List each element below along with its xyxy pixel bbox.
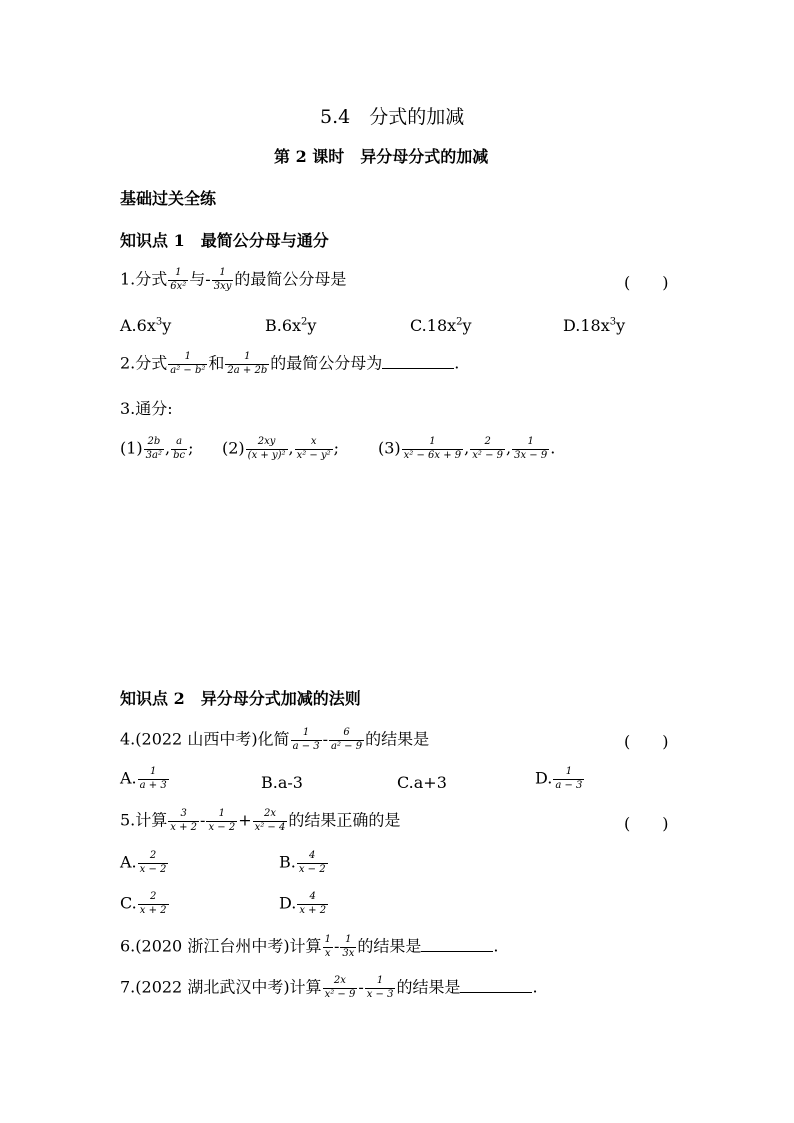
option-a[interactable]: A. $\frac{2}{x - 2}$ [120,850,167,875]
question-4: 4.(2022 山西中考)化简 $\frac{1}{a - 3}$ - $\frac{6}{\text{a² − 9}}$ 的结果是 [120,727,430,752]
fraction: $\frac{1}{\text{a² − b²}}$ [170,351,206,376]
option-d[interactable]: D. $\frac{1}{a - 3}$ [535,766,583,791]
fraction: $\frac{1}{3x - 9}$ [514,436,548,461]
fraction: $\frac{1}{x - 3}$ [366,975,394,1000]
question-5: 5.计算 $\frac{3}{x + 2}$ - $\frac{1}{x - 2}$ + $\frac{2x}{\text{x² − 4}}$ 的结果正确的是 [120,808,401,833]
question-6: 6.(2020 浙江台州中考)计算 $\frac{1}{x}$ - $\frac{1}{3x}$ 的结果是 . [120,934,499,959]
fraction: $\frac{3}{x + 2}$ [170,808,198,833]
answer-blank[interactable] [421,939,493,952]
fraction: $\frac{1}{3x}$ [342,934,355,959]
question-3-part-2: (2) $\frac{2xy}{\text{(x + y)²}}$ , $\frac{x}{\text{x² − y²}}$ ; [222,436,340,461]
fraction: $\frac{6}{\text{a² − 9}}$ [331,727,363,752]
fraction: $\frac{1}{\text{x² − 6x + 9}}$ [403,436,462,461]
fraction: $\frac{a}{bc}$ [173,436,186,461]
answer-bracket[interactable]: ( ) [624,732,669,751]
option-d[interactable]: $D.18x^3y$ [563,316,626,335]
question-3-part-3: (3) $\frac{1}{\text{x² − 6x + 9}}$ , $\frac{2}{\text{x² − 9}}$ , $\frac{1}{3x - 9}$ . [378,436,556,461]
option-b[interactable]: B. $\frac{4}{x - 2}$ [279,850,326,875]
option-a[interactable]: A. $\frac{1}{a + 3}$ [120,766,167,791]
fraction: $\frac{4}{x + 2}$ [299,891,327,916]
fraction: $\frac{2b}{\text{3a²}}$ [145,436,163,461]
fraction: $\frac{1}{a - 3}$ [292,727,320,752]
section-heading: 基础过关全练 [120,189,217,208]
option-c[interactable]: C. $\frac{2}{x + 2}$ [120,891,167,916]
question-3: 3.通分: [120,399,173,418]
option-b[interactable]: B.a-3 [261,773,303,792]
answer-blank[interactable] [460,980,532,993]
answer-bracket[interactable]: ( ) [624,273,669,292]
fraction: $\frac{2xy}{\text{(x + y)²}}$ [247,436,286,461]
question-7: 7.(2022 湖北武汉中考)计算 $\frac{2x}{\text{x² − 9}}$ - $\frac{1}{x - 3}$ 的结果是 . [120,975,538,1000]
option-d[interactable]: D. $\frac{4}{x + 2}$ [279,891,327,916]
fraction: $\frac{1}{a - 3}$ [555,766,583,791]
fraction: $\frac{x}{\text{x² − y²}}$ [296,436,331,461]
question-3-part-1: (1) $\frac{2b}{\text{3a²}}$ , $\frac{a}{bc}$ ; [120,436,194,461]
fraction: $\frac{2}{\text{x² − 9}}$ [472,436,504,461]
fraction: $\frac{2x}{\text{x² − 9}}$ [324,975,356,1000]
answer-blank[interactable] [382,356,454,369]
fraction: $\frac{4}{x - 2}$ [298,850,326,875]
knowledge-point-2: 知识点 2 异分母分式加减的法则 [120,689,361,708]
fraction: $\frac{1}{x}$ [324,934,331,959]
fraction: $\frac{1}{x - 2}$ [208,808,236,833]
option-a[interactable]: $A.6x^3y$ [120,316,172,335]
question-2: 2.分式 $\frac{1}{\text{a² − b²}}$ 和 $\frac{1}{2a + 2b}$ 的最简公分母为 . [120,351,460,376]
option-b[interactable]: $B.6x^2y$ [265,316,317,335]
option-c[interactable]: C.a+3 [397,773,447,792]
knowledge-point-1: 知识点 1 最简公分母与通分 [120,231,329,250]
page-title: 5.4 分式的加减 [320,106,465,128]
fraction: $\frac{1}{3xy}$ [213,267,232,292]
fraction: $\frac{2}{x + 2}$ [139,891,167,916]
fraction: $\frac{1}{\text{6x²}}$ [170,267,187,292]
question-1: 1.分式 $\frac{1}{\text{6x²}}$ 与- $\frac{1}{3xy}$ 的最简公分母是 [120,267,347,292]
fraction: $\frac{2}{x - 2}$ [139,850,167,875]
option-c[interactable]: $C.18x^2y$ [410,316,472,335]
fraction: $\frac{2x}{\text{x² − 4}}$ [254,808,286,833]
fraction: $\frac{1}{a + 3}$ [139,766,167,791]
fraction: $\frac{1}{2a + 2b}$ [227,351,268,376]
answer-bracket[interactable]: ( ) [624,814,669,833]
lesson-subtitle: 第 2 课时 异分母分式的加减 [274,147,489,166]
